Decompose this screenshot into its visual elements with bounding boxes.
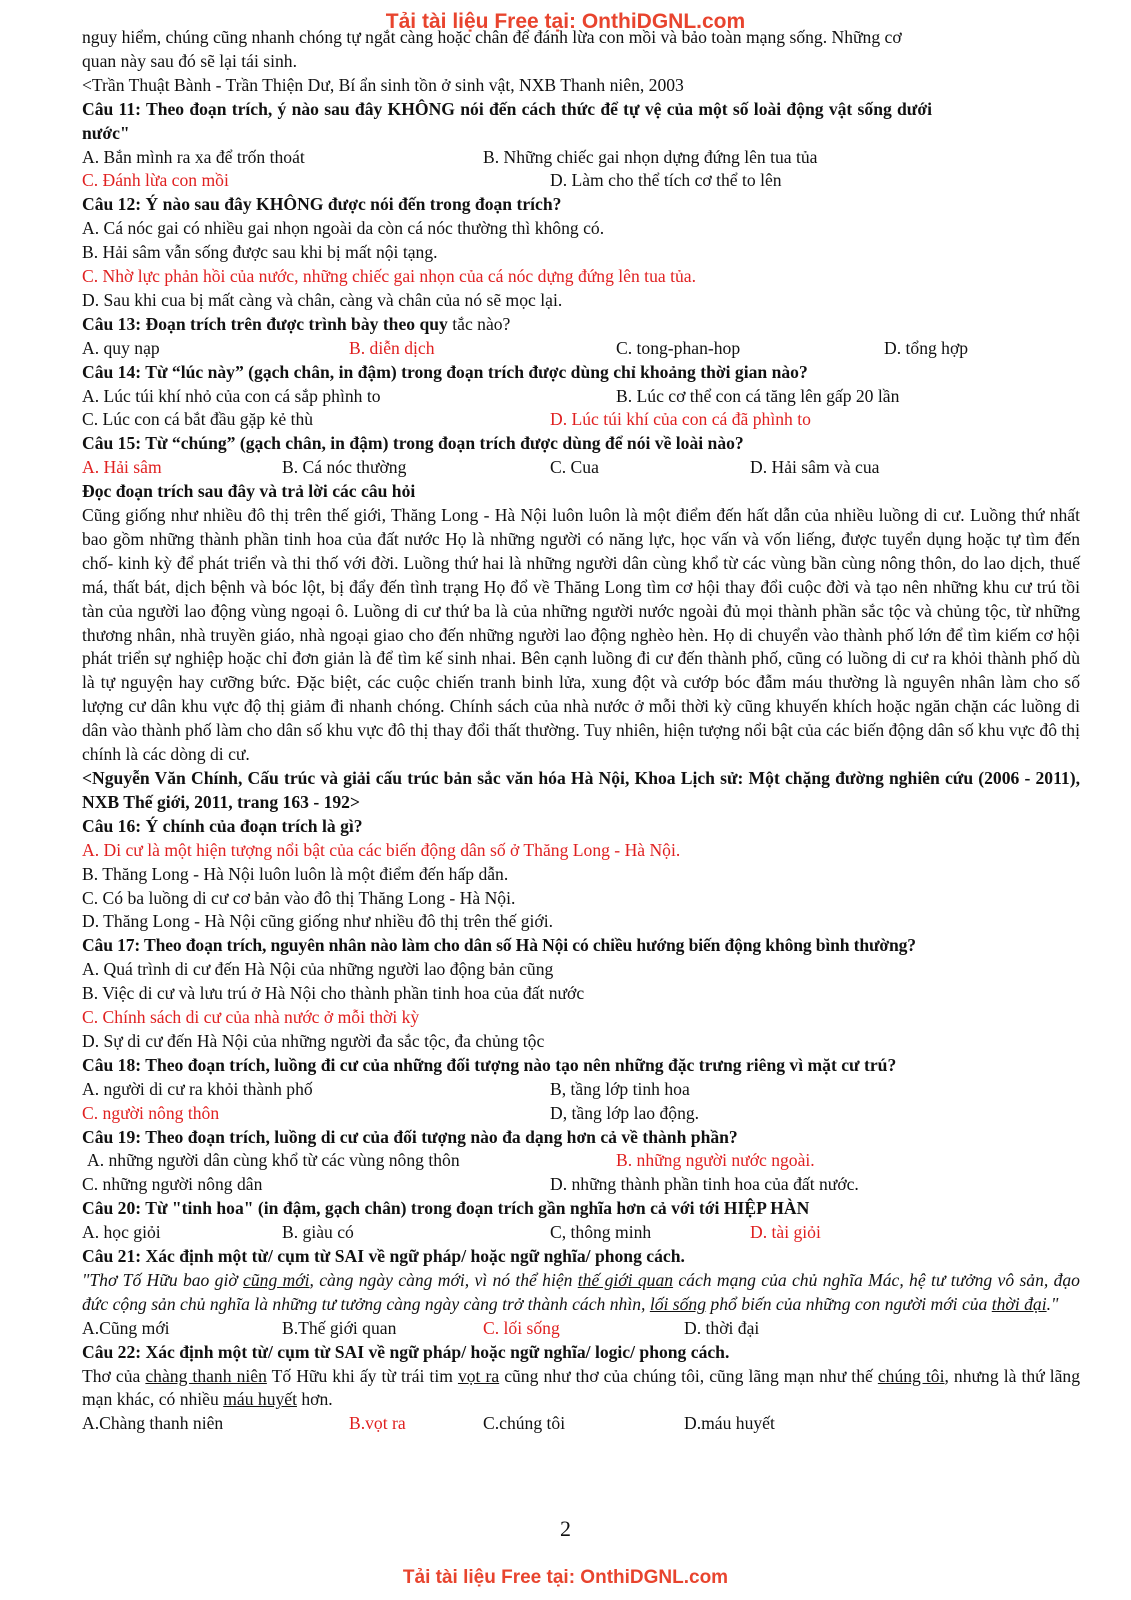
q21-excerpt-text: "Thơ Tố Hữu bao giờ: [82, 1269, 244, 1290]
q21-excerpt-text: cách mạng của chủ nghĩa Mác, hệ tư tưởng vô sản, đạo đức cộng sản chủ nghĩa là những tư tưởng càng ngày càng trở thành cách nhìn,: [82, 1269, 1080, 1314]
q19-options-row1: [82, 1149, 1080, 1173]
q21-options: [82, 1317, 1080, 1341]
question-12: Câu 12: Ý nào sau đây KHÔNG được nói đến trong đoạn trích?: [82, 194, 562, 215]
q11-option-a[interactable]: A. Bắn mình ra xa để trốn thoát: [82, 146, 305, 167]
q19-option-b[interactable]: B. những người nước ngoài.: [616, 1150, 815, 1171]
q20-option-b[interactable]: B. giàu có: [282, 1222, 354, 1243]
q13-option-d[interactable]: D. tổng hợp: [884, 337, 969, 358]
question-13-bold: Câu 13: Đoạn trích trên được trình bày theo quy: [82, 313, 448, 334]
q19-options-row2: [82, 1173, 1080, 1197]
q11-options-row1: [82, 146, 1080, 170]
q16-option-a[interactable]: A. Di cư là một hiện tượng nổi bật của các biến động dân số ở Thăng Long - Hà Nội.: [82, 839, 681, 860]
q17-option-d[interactable]: D. Sự di cư đến Hà Nội của những người đa sắc tộc, đa chủng tộc: [82, 1030, 545, 1051]
question-21: Câu 21: Xác định một từ/ cụm từ SAI về ngữ pháp/ hoặc ngữ nghĩa/ phong cách.: [82, 1246, 685, 1267]
q21-underlined-4: thời đại: [991, 1293, 1047, 1314]
question-22: Câu 22: Xác định một từ/ cụm từ SAI về ngữ pháp/ hoặc ngữ nghĩa/ logic/ phong cách.: [82, 1341, 730, 1362]
q22-underlined-1: chàng thanh niên: [145, 1365, 267, 1386]
q21-option-c[interactable]: C. lối sống: [483, 1317, 560, 1338]
q15-option-c[interactable]: C. Cua: [550, 457, 599, 478]
q18-option-d[interactable]: D, tầng lớp lao động.: [550, 1102, 700, 1123]
q11-option-b[interactable]: B. Những chiếc gai nhọn dựng đứng lên tua tủa: [483, 146, 818, 167]
q22-excerpt: [82, 1365, 1080, 1413]
q17-option-c[interactable]: C. Chính sách di cư của nhà nước ở mỗi thời kỳ: [82, 1007, 420, 1028]
page-number: 2: [560, 1516, 571, 1541]
q11-option-c[interactable]: C. Đánh lừa con mồi: [82, 170, 229, 191]
q21-option-a[interactable]: A.Cũng mới: [82, 1317, 170, 1338]
q22-option-a[interactable]: A.Chàng thanh niên: [82, 1413, 224, 1434]
q14-options-row1: [82, 385, 1080, 409]
q22-excerpt-text: cũng như thơ của chúng tôi, cũng lãng mạn như thế: [499, 1365, 878, 1386]
q13-options: [82, 337, 1080, 361]
question-18: Câu 18: Theo đoạn trích, luồng đi cư của những đối tượng nào tạo nên những đặc trưng riêng vì mặt cư trú?: [82, 1054, 897, 1075]
q12-option-b[interactable]: B. Hải sâm vẫn sống được sau khi bị mất nội tạng.: [82, 242, 438, 263]
q19-option-d[interactable]: D. những thành phần tinh hoa của đất nước.: [550, 1174, 859, 1195]
question-11: Câu 11: Theo đoạn trích, ý nào sau đây KHÔNG nói đến cách thức để tự vệ của một số loài động vật sống dưới nước": [82, 98, 932, 143]
q11-options-row2: [82, 169, 1080, 193]
q22-excerpt-text: Thơ của: [82, 1365, 146, 1386]
q20-option-a[interactable]: A. học giỏi: [82, 1222, 161, 1243]
q18-option-a[interactable]: A. người di cư ra khỏi thành phố: [82, 1078, 313, 1099]
q21-option-b[interactable]: B.Thế giới quan: [282, 1317, 397, 1338]
watermark-top: Tải tài liệu Free tại: OnthiDGNL.com: [385, 10, 746, 33]
question-15: Câu 15: Từ “chúng” (gạch chân, in đậm) trong đoạn trích được dùng để nói về loài nào?: [82, 433, 744, 454]
q22-underlined-4: máu huyết: [223, 1389, 297, 1410]
passage-text: quan này sau đó sẽ lại tái sinh.: [82, 50, 297, 71]
q13-option-a[interactable]: A. quy nạp: [82, 337, 160, 358]
q22-options: [82, 1412, 1080, 1436]
q15-option-b[interactable]: B. Cá nóc thường: [282, 457, 407, 478]
q18-option-c[interactable]: C. người nông thôn: [82, 1102, 220, 1123]
q12-option-d[interactable]: D. Sau khi cua bị mất càng và chân, càng và chân của nó sẽ mọc lại.: [82, 289, 563, 310]
passage-source: <Trần Thuật Bành - Trần Thiện Dư, Bí ẩn sinh tồn ở sinh vật, NXB Thanh niên, 2003: [82, 74, 684, 95]
question-17: Câu 17: Theo đoạn trích, nguyên nhân nào làm cho dân số Hà Nội có chiều hướng biến động không bình thường?: [82, 935, 916, 956]
q21-excerpt-text: , càng ngày càng mới, vì nó thể hiện: [309, 1269, 578, 1290]
question-20: Câu 20: Từ "tinh hoa" (in đậm, gạch chân) trong đoạn trích gần nghĩa hơn cả với tới HIỆP HÀN: [82, 1198, 810, 1219]
passage-source: <Nguyễn Văn Chính, Cấu trúc và giải cấu trúc bản sắc văn hóa Hà Nội, Khoa Lịch sử: Một chặng đường nghiên cứu (2006 - 2011), NXB Thế giới, 2011, trang 163 - 192>: [82, 768, 1080, 812]
q12-option-c[interactable]: C. Nhờ lực phản hồi của nước, những chiếc gai nhọn của cá nóc dựng đứng lên tua tủa.: [82, 266, 696, 287]
q16-option-d[interactable]: D. Thăng Long - Hà Nội cũng giống như nhiều đô thị trên thế giới.: [82, 911, 553, 932]
passage-text: nguy hiểm, chúng cũng nhanh chóng tự ngắt càng hoặc chân để đánh lừa con mồi và bảo toàn mạng sống. Những cơ: [82, 27, 902, 47]
q15-option-a[interactable]: A. Hải sâm: [82, 457, 162, 478]
question-13: [82, 313, 1080, 337]
q15-option-d[interactable]: D. Hải sâm và cua: [750, 457, 880, 478]
q15-options: [82, 456, 1080, 480]
q21-underlined-2: thế giới quan: [577, 1269, 674, 1290]
passage-heading: Đọc đoạn trích sau đây và trả lời các câu hỏi: [82, 481, 416, 502]
q20-option-d[interactable]: D. tài giỏi: [750, 1222, 821, 1243]
q12-option-a[interactable]: A. Cá nóc gai có nhiều gai nhọn ngoài da còn cá nóc thường thì không có.: [82, 218, 605, 239]
q22-underlined-2: vọt ra: [457, 1365, 500, 1386]
q18-option-b[interactable]: B, tầng lớp tinh hoa: [550, 1078, 690, 1099]
q21-underlined-1: cũng mới: [243, 1269, 310, 1290]
q22-excerpt-text: Tố Hữu khi ấy từ trái tim: [266, 1365, 458, 1386]
question-16: Câu 16: Ý chính của đoạn trích là gì?: [82, 815, 363, 836]
q19-option-c[interactable]: C. những người nông dân: [82, 1174, 263, 1195]
q16-option-b[interactable]: B. Thăng Long - Hà Nội luôn luôn là một điểm đến hấp dẫn.: [82, 863, 509, 884]
q14-option-d[interactable]: D. Lúc túi khí của con cá đã phình to: [550, 409, 811, 430]
q16-option-c[interactable]: C. Có ba luồng di cư cơ bản vào đô thị Thăng Long - Hà Nội.: [82, 887, 516, 908]
q11-option-d[interactable]: D. Làm cho thể tích cơ thể to lên: [550, 170, 782, 191]
q14-option-a[interactable]: A. Lúc túi khí nhỏ của con cá sắp phình to: [82, 385, 381, 406]
question-13-tail: tắc nào?: [447, 313, 511, 334]
watermark-bottom: Tải tài liệu Free tại: OnthiDGNL.com: [402, 1567, 729, 1588]
q22-option-d[interactable]: D.máu huyết: [684, 1413, 775, 1434]
q21-excerpt-text: phổ biến của những con người mới của: [706, 1293, 992, 1314]
q21-underlined-3: lối sống: [649, 1293, 707, 1314]
q22-option-c[interactable]: C.chúng tôi: [483, 1413, 566, 1434]
q13-option-b[interactable]: B. diễn dịch: [349, 337, 435, 358]
q20-options: [82, 1221, 1080, 1245]
question-14: Câu 14: Từ “lúc này” (gạch chân, in đậm) trong đoạn trích được dùng chỉ khoảng thời gian nào?: [82, 361, 808, 382]
q22-underlined-3: chúng tôi: [877, 1365, 945, 1386]
q18-options-row1: [82, 1078, 1080, 1102]
q21-excerpt-text: .": [1046, 1293, 1059, 1314]
q14-option-c[interactable]: C. Lúc con cá bắt đầu gặp kẻ thù: [82, 409, 314, 430]
q14-option-b[interactable]: B. Lúc cơ thể con cá tăng lên gấp 20 lần: [616, 385, 900, 406]
q22-option-b[interactable]: B.vọt ra: [349, 1413, 406, 1434]
q22-excerpt-text: hơn.: [296, 1389, 333, 1410]
q21-option-d[interactable]: D. thời đại: [684, 1317, 760, 1338]
q21-excerpt: [82, 1269, 1080, 1317]
document-page: [82, 26, 1080, 1436]
q14-options-row2: [82, 408, 1080, 432]
q22-excerpt-text: , nhưng là thứ lãng mạn khác, có nhiều: [82, 1365, 1081, 1410]
q17-option-b[interactable]: B. Việc di cư và lưu trú ở Hà Nội cho thành phần tinh hoa của đất nước: [82, 983, 585, 1004]
q18-options-row2: [82, 1102, 1080, 1126]
q13-option-c[interactable]: C. tong-phan-hop: [616, 337, 741, 358]
q20-option-c[interactable]: C, thông minh: [550, 1222, 652, 1243]
q19-option-a[interactable]: A. những người dân cùng khổ từ các vùng nông thôn: [87, 1150, 460, 1171]
question-19: Câu 19: Theo đoạn trích, luồng di cư của đối tượng nào đa dạng hơn cả về thành phần?: [82, 1126, 738, 1147]
passage-body: Cũng giống như nhiều đô thị trên thế giới, Thăng Long - Hà Nội luôn luôn là một điểm đến hất dẫn của nhiều luồng di cư. Luồng thứ nhất bao gồm những thành phần tinh hoa của đất nước Họ là những người có năng lực, học vấn và vốn liếng, được tuyển dụng hoặc tự tìm đến chố- kinh kỳ để phát triển và thi thố với đời. Luồng thứ hai là những người dân cùng khổ từ các vùng bần cùng nông thôn, do lao dịch, thuế má, thất bát, dịch bệnh và bóc lột, bị đẩy đến tình trạng Họ đổ về Thăng Long tìm cơ hội thay đổi cuộc đời và tạo nên những khu cư trú tồi tàn của người lao động vùng ngoại ô. Luồng di cư thứ ba là của những người nước ngoài đủ mọi thành phần sắc tộc và chủng tộc, từ những thương nhân, nhà truyền giáo, nhà ngoại giao cho đến những người lao động nghèo hèn. Họ di chuyển vào thành phố lớn để tìm kiếm cơ hội phát triển sự nghiệp hoặc chỉ đơn giản là để tìm kế sinh nhai. Bên cạnh luồng đi cư đến thành phố, cũng có luồng di cư ra khỏi thành phố dù là tự nguyện hay cưỡng bức. Đặc biệt, các cuộc chiến tranh binh lửa, xung đột và cướp bóc đẫm máu thường là nguyên nhân làm cho số lượng cư dân khu vực độ thị giảm đi nhanh chóng. Chính sách của nhà nước ở mỗi thời kỳ cũng khuyến khích hoặc ngăn chặn các luồng di dân vào thành phố làm cho dân số khu vực đô thị thay đổi thất thường. Tuy nhiên, hiện tượng nổi bật của các biến động dân số khu vực đô thị chính là các dòng di cư.: [82, 505, 1080, 765]
q17-option-a[interactable]: A. Quá trình di cư đến Hà Nội của những người lao động bản cũng: [82, 959, 554, 980]
